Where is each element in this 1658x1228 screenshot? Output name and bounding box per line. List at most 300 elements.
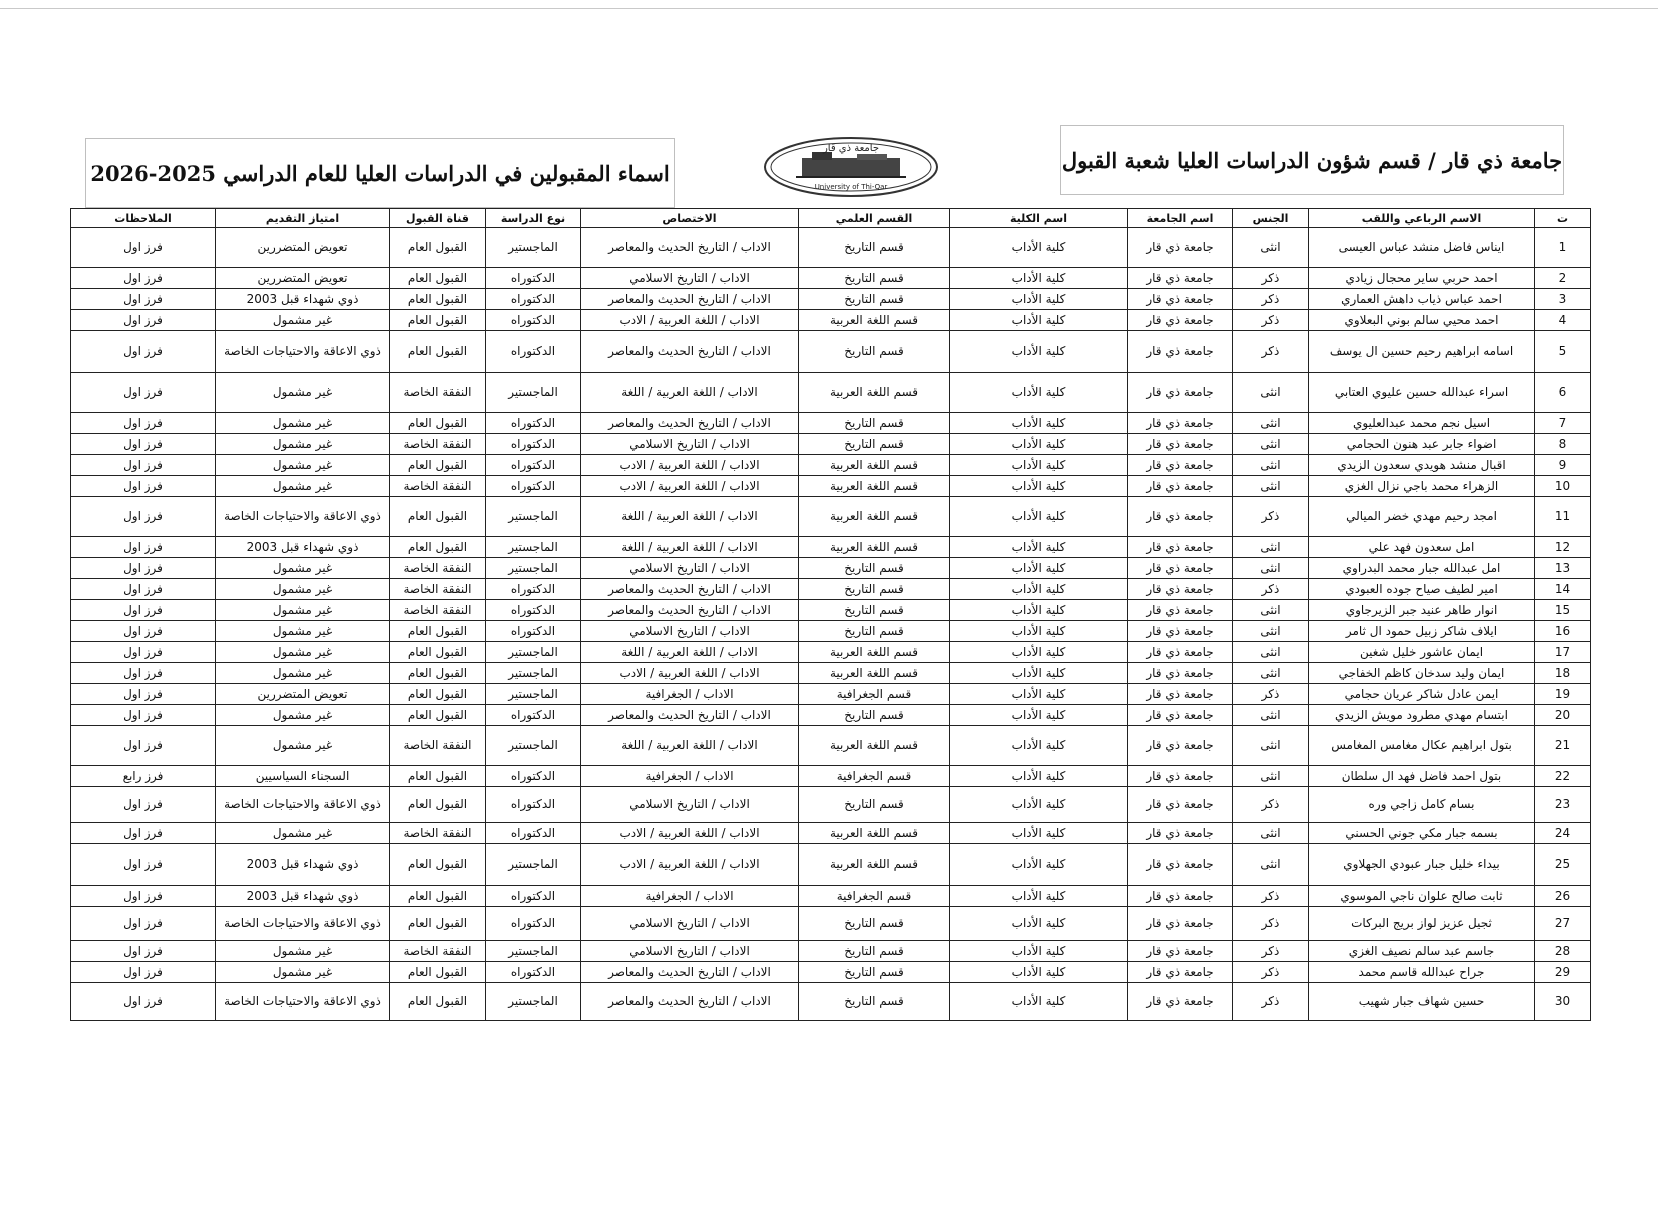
cell-advantage: ذوي الاعاقة والاحتياجات الخاصة: [216, 983, 390, 1021]
cell-specialization: الاداب / التاريخ الحديث والمعاصر: [581, 413, 799, 434]
header-department: القسم العلمي: [799, 209, 950, 228]
cell-note: فرز اول: [71, 642, 216, 663]
cell-gender: ذكر: [1233, 684, 1309, 705]
cell-name: الزهراء محمد باجي نزال الغزي: [1309, 476, 1535, 497]
cell-department: قسم اللغة العربية: [799, 476, 950, 497]
table-header-row: [71, 209, 1591, 228]
cell-gender: ذكر: [1233, 962, 1309, 983]
cell-department: قسم التاريخ: [799, 579, 950, 600]
cell-university: جامعة ذي قار: [1128, 983, 1233, 1021]
cell-index: 25: [1535, 844, 1591, 886]
cell-channel: النفقة الخاصة: [390, 558, 486, 579]
cell-university: جامعة ذي قار: [1128, 642, 1233, 663]
cell-advantage: تعويض المتضررين: [216, 684, 390, 705]
cell-index: 23: [1535, 787, 1591, 823]
cell-index: 16: [1535, 621, 1591, 642]
cell-advantage: غير مشمول: [216, 823, 390, 844]
cell-department: قسم التاريخ: [799, 983, 950, 1021]
cell-department: قسم التاريخ: [799, 268, 950, 289]
table-row: [71, 310, 1591, 331]
header-specialization: الاختصاص: [581, 209, 799, 228]
cell-gender: انثى: [1233, 413, 1309, 434]
cell-university: جامعة ذي قار: [1128, 663, 1233, 684]
cell-index: 15: [1535, 600, 1591, 621]
cell-department: قسم اللغة العربية: [799, 310, 950, 331]
cell-advantage: ذوي شهداء قبل 2003: [216, 844, 390, 886]
cell-department: قسم التاريخ: [799, 558, 950, 579]
cell-university: جامعة ذي قار: [1128, 537, 1233, 558]
table-row: [71, 537, 1591, 558]
cell-study-type: الدكتوراه: [486, 766, 581, 787]
cell-specialization: الاداب / التاريخ الحديث والمعاصر: [581, 962, 799, 983]
cell-university: جامعة ذي قار: [1128, 766, 1233, 787]
cell-advantage: غير مشمول: [216, 476, 390, 497]
university-department-title: [1060, 125, 1564, 195]
cell-college: كلية الأداب: [950, 373, 1128, 413]
cell-gender: ذكر: [1233, 941, 1309, 962]
header-study-type: نوع الدراسة: [486, 209, 581, 228]
cell-gender: ذكر: [1233, 331, 1309, 373]
cell-name: ثابت صالح علوان ناجي الموسوي: [1309, 886, 1535, 907]
cell-college: كلية الأداب: [950, 684, 1128, 705]
cell-name: بيداء خليل جبار عبودي الجهلاوي: [1309, 844, 1535, 886]
cell-gender: انثى: [1233, 621, 1309, 642]
table-row: [71, 907, 1591, 941]
cell-index: 2: [1535, 268, 1591, 289]
table-row: [71, 844, 1591, 886]
cell-gender: انثى: [1233, 844, 1309, 886]
cell-university: جامعة ذي قار: [1128, 705, 1233, 726]
cell-channel: القبول العام: [390, 455, 486, 476]
table-row: [71, 642, 1591, 663]
cell-college: كلية الأداب: [950, 579, 1128, 600]
cell-study-type: الدكتوراه: [486, 434, 581, 455]
cell-department: قسم التاريخ: [799, 289, 950, 310]
cell-name: حسين شهاف جبار شهيب: [1309, 983, 1535, 1021]
table-row: [71, 228, 1591, 268]
cell-study-type: الدكتوراه: [486, 455, 581, 476]
cell-college: كلية الأداب: [950, 726, 1128, 766]
cell-index: 18: [1535, 663, 1591, 684]
cell-note: فرز اول: [71, 844, 216, 886]
cell-name: انوار طاهر عنيد جبر الزيرجاوي: [1309, 600, 1535, 621]
cell-gender: ذكر: [1233, 289, 1309, 310]
header-index: ت: [1535, 209, 1591, 228]
cell-department: قسم التاريخ: [799, 331, 950, 373]
cell-college: كلية الأداب: [950, 497, 1128, 537]
cell-specialization: الاداب / اللغة العربية / اللغة: [581, 642, 799, 663]
cell-note: فرز اول: [71, 962, 216, 983]
cell-name: ابتسام مهدي مطرود مويش الزيدي: [1309, 705, 1535, 726]
cell-index: 6: [1535, 373, 1591, 413]
cell-channel: القبول العام: [390, 907, 486, 941]
cell-name: ايمن عادل شاكر عريان حجامي: [1309, 684, 1535, 705]
cell-specialization: الاداب / اللغة العربية / الادب: [581, 844, 799, 886]
cell-college: كلية الأداب: [950, 331, 1128, 373]
cell-index: 22: [1535, 766, 1591, 787]
cell-study-type: الدكتوراه: [486, 413, 581, 434]
cell-name: اسيل نجم محمد عبدالعليوي: [1309, 413, 1535, 434]
cell-college: كلية الأداب: [950, 455, 1128, 476]
cell-department: قسم اللغة العربية: [799, 497, 950, 537]
cell-department: قسم التاريخ: [799, 907, 950, 941]
cell-university: جامعة ذي قار: [1128, 289, 1233, 310]
cell-name: ايلاف شاكر زبيل حمود ال ثامر: [1309, 621, 1535, 642]
cell-specialization: الاداب / التاريخ الحديث والمعاصر: [581, 705, 799, 726]
cell-college: كلية الأداب: [950, 823, 1128, 844]
cell-advantage: غير مشمول: [216, 962, 390, 983]
cell-index: 26: [1535, 886, 1591, 907]
table-row: [71, 289, 1591, 310]
cell-index: 12: [1535, 537, 1591, 558]
cell-note: فرز اول: [71, 434, 216, 455]
cell-department: قسم اللغة العربية: [799, 726, 950, 766]
cell-specialization: الاداب / التاريخ الاسلامي: [581, 621, 799, 642]
table-row: [71, 823, 1591, 844]
cell-note: فرز اول: [71, 663, 216, 684]
cell-college: كلية الأداب: [950, 962, 1128, 983]
cell-college: كلية الأداب: [950, 476, 1128, 497]
cell-name: بسام كامل زاجي وره: [1309, 787, 1535, 823]
cell-name: امل عبدالله جبار محمد البدراوي: [1309, 558, 1535, 579]
cell-study-type: الدكتوراه: [486, 962, 581, 983]
cell-specialization: الاداب / اللغة العربية / اللغة: [581, 373, 799, 413]
cell-college: كلية الأداب: [950, 886, 1128, 907]
university-department-title-text: جامعة ذي قار / قسم شؤون الدراسات العليا شعبة القبول: [1061, 147, 1563, 173]
cell-note: فرز اول: [71, 886, 216, 907]
cell-note: فرز اول: [71, 373, 216, 413]
cell-name: جراح عبدالله قاسم محمد: [1309, 962, 1535, 983]
cell-department: قسم التاريخ: [799, 621, 950, 642]
cell-gender: انثى: [1233, 434, 1309, 455]
cell-name: ايمان وليد سدخان كاظم الخفاجي: [1309, 663, 1535, 684]
cell-channel: النفقة الخاصة: [390, 726, 486, 766]
table-row: [71, 684, 1591, 705]
cell-index: 24: [1535, 823, 1591, 844]
cell-channel: القبول العام: [390, 766, 486, 787]
cell-department: قسم اللغة العربية: [799, 373, 950, 413]
cell-study-type: الدكتوراه: [486, 886, 581, 907]
cell-university: جامعة ذي قار: [1128, 310, 1233, 331]
cell-note: فرز اول: [71, 268, 216, 289]
admissions-table: [70, 208, 1591, 1021]
cell-specialization: الاداب / التاريخ الحديث والمعاصر: [581, 579, 799, 600]
cell-name: امير لطيف صياح جوده العبودي: [1309, 579, 1535, 600]
cell-gender: انثى: [1233, 537, 1309, 558]
cell-name: اقبال منشد هويدي سعدون الزيدي: [1309, 455, 1535, 476]
cell-specialization: الاداب / اللغة العربية / اللغة: [581, 537, 799, 558]
cell-note: فرز اول: [71, 476, 216, 497]
cell-name: اسامه ابراهيم رحيم حسين ال يوسف: [1309, 331, 1535, 373]
cell-index: 4: [1535, 310, 1591, 331]
cell-note: فرز اول: [71, 983, 216, 1021]
cell-note: فرز اول: [71, 621, 216, 642]
table-row: [71, 941, 1591, 962]
cell-university: جامعة ذي قار: [1128, 823, 1233, 844]
cell-advantage: ذوي الاعاقة والاحتياجات الخاصة: [216, 907, 390, 941]
cell-index: 13: [1535, 558, 1591, 579]
cell-college: كلية الأداب: [950, 983, 1128, 1021]
cell-gender: انثى: [1233, 705, 1309, 726]
cell-college: كلية الأداب: [950, 228, 1128, 268]
header-notes: الملاحظات: [71, 209, 216, 228]
cell-department: قسم التاريخ: [799, 941, 950, 962]
cell-university: جامعة ذي قار: [1128, 844, 1233, 886]
header-channel: قناة القبول: [390, 209, 486, 228]
cell-department: قسم التاريخ: [799, 434, 950, 455]
cell-specialization: الاداب / التاريخ الاسلامي: [581, 941, 799, 962]
cell-college: كلية الأداب: [950, 705, 1128, 726]
table-row: [71, 726, 1591, 766]
cell-advantage: ذوي شهداء قبل 2003: [216, 289, 390, 310]
cell-name: ايمان عاشور خليل شغين: [1309, 642, 1535, 663]
cell-university: جامعة ذي قار: [1128, 373, 1233, 413]
cell-department: قسم التاريخ: [799, 787, 950, 823]
cell-index: 27: [1535, 907, 1591, 941]
cell-specialization: الاداب / التاريخ الحديث والمعاصر: [581, 600, 799, 621]
cell-channel: النفقة الخاصة: [390, 373, 486, 413]
cell-advantage: غير مشمول: [216, 373, 390, 413]
cell-specialization: الاداب / التاريخ الاسلامي: [581, 434, 799, 455]
table-row: [71, 962, 1591, 983]
cell-index: 14: [1535, 579, 1591, 600]
admission-list-title: [85, 138, 675, 208]
cell-channel: القبول العام: [390, 331, 486, 373]
cell-note: فرز اول: [71, 684, 216, 705]
cell-advantage: غير مشمول: [216, 642, 390, 663]
cell-index: 8: [1535, 434, 1591, 455]
cell-channel: القبول العام: [390, 663, 486, 684]
header-gender: الجنس: [1233, 209, 1309, 228]
cell-note: فرز اول: [71, 455, 216, 476]
cell-university: جامعة ذي قار: [1128, 455, 1233, 476]
table-row: [71, 579, 1591, 600]
cell-university: جامعة ذي قار: [1128, 941, 1233, 962]
cell-department: قسم التاريخ: [799, 413, 950, 434]
cell-department: قسم اللغة العربية: [799, 823, 950, 844]
table-row: [71, 434, 1591, 455]
cell-channel: النفقة الخاصة: [390, 600, 486, 621]
cell-gender: انثى: [1233, 558, 1309, 579]
cell-gender: ذكر: [1233, 310, 1309, 331]
cell-department: قسم اللغة العربية: [799, 844, 950, 886]
cell-channel: القبول العام: [390, 268, 486, 289]
cell-advantage: غير مشمول: [216, 455, 390, 476]
cell-specialization: الاداب / اللغة العربية / الادب: [581, 823, 799, 844]
cell-advantage: غير مشمول: [216, 310, 390, 331]
cell-channel: القبول العام: [390, 289, 486, 310]
cell-specialization: الاداب / التاريخ الاسلامي: [581, 558, 799, 579]
cell-university: جامعة ذي قار: [1128, 886, 1233, 907]
cell-index: 19: [1535, 684, 1591, 705]
cell-department: قسم التاريخ: [799, 705, 950, 726]
cell-department: قسم اللغة العربية: [799, 455, 950, 476]
cell-gender: انثى: [1233, 766, 1309, 787]
cell-university: جامعة ذي قار: [1128, 726, 1233, 766]
cell-note: فرز اول: [71, 787, 216, 823]
cell-name: احمد حربي ساير محجال زيادي: [1309, 268, 1535, 289]
cell-college: كلية الأداب: [950, 844, 1128, 886]
cell-channel: القبول العام: [390, 983, 486, 1021]
cell-study-type: الماجستير: [486, 684, 581, 705]
cell-advantage: غير مشمول: [216, 558, 390, 579]
cell-study-type: الماجستير: [486, 642, 581, 663]
cell-college: كلية الأداب: [950, 558, 1128, 579]
logo-arabic-text: جامعة ذي قار: [822, 143, 880, 154]
cell-note: فرز رابع: [71, 766, 216, 787]
table-row: [71, 886, 1591, 907]
cell-college: كلية الأداب: [950, 621, 1128, 642]
cell-gender: ذكر: [1233, 907, 1309, 941]
cell-channel: القبول العام: [390, 684, 486, 705]
cell-university: جامعة ذي قار: [1128, 497, 1233, 537]
table-row: [71, 600, 1591, 621]
cell-study-type: الدكتوراه: [486, 907, 581, 941]
cell-study-type: الماجستير: [486, 558, 581, 579]
cell-study-type: الماجستير: [486, 228, 581, 268]
cell-gender: انثى: [1233, 642, 1309, 663]
cell-advantage: ذوي الاعاقة والاحتياجات الخاصة: [216, 331, 390, 373]
cell-advantage: تعويض المتضررين: [216, 228, 390, 268]
cell-gender: ذكر: [1233, 886, 1309, 907]
cell-gender: ذكر: [1233, 787, 1309, 823]
cell-college: كلية الأداب: [950, 268, 1128, 289]
cell-college: كلية الأداب: [950, 289, 1128, 310]
cell-college: كلية الأداب: [950, 941, 1128, 962]
cell-study-type: الماجستير: [486, 497, 581, 537]
cell-advantage: ذوي شهداء قبل 2003: [216, 537, 390, 558]
table-row: [71, 787, 1591, 823]
cell-advantage: ذوي الاعاقة والاحتياجات الخاصة: [216, 497, 390, 537]
cell-note: فرز اول: [71, 907, 216, 941]
cell-channel: القبول العام: [390, 844, 486, 886]
cell-index: 3: [1535, 289, 1591, 310]
cell-university: جامعة ذي قار: [1128, 434, 1233, 455]
cell-study-type: الماجستير: [486, 373, 581, 413]
cell-specialization: الاداب / التاريخ الاسلامي: [581, 268, 799, 289]
cell-gender: ذكر: [1233, 497, 1309, 537]
cell-gender: ذكر: [1233, 579, 1309, 600]
cell-gender: ذكر: [1233, 268, 1309, 289]
cell-note: فرز اول: [71, 310, 216, 331]
cell-gender: انثى: [1233, 455, 1309, 476]
cell-specialization: الاداب / اللغة العربية / الادب: [581, 476, 799, 497]
cell-advantage: غير مشمول: [216, 579, 390, 600]
cell-college: كلية الأداب: [950, 642, 1128, 663]
cell-study-type: الدكتوراه: [486, 268, 581, 289]
table-row: [71, 663, 1591, 684]
cell-study-type: الدكتوراه: [486, 331, 581, 373]
cell-specialization: الاداب / التاريخ الحديث والمعاصر: [581, 983, 799, 1021]
cell-gender: انثى: [1233, 373, 1309, 413]
cell-note: فرز اول: [71, 726, 216, 766]
cell-specialization: الاداب / التاريخ الاسلامي: [581, 787, 799, 823]
cell-specialization: الاداب / التاريخ الحديث والمعاصر: [581, 228, 799, 268]
cell-department: قسم اللغة العربية: [799, 537, 950, 558]
cell-channel: القبول العام: [390, 705, 486, 726]
cell-university: جامعة ذي قار: [1128, 962, 1233, 983]
cell-college: كلية الأداب: [950, 787, 1128, 823]
header-name: الاسم الرباعي واللقب: [1309, 209, 1535, 228]
cell-department: قسم التاريخ: [799, 228, 950, 268]
cell-study-type: الدكتوراه: [486, 476, 581, 497]
cell-university: جامعة ذي قار: [1128, 621, 1233, 642]
cell-index: 20: [1535, 705, 1591, 726]
cell-note: فرز اول: [71, 228, 216, 268]
cell-advantage: غير مشمول: [216, 621, 390, 642]
cell-note: فرز اول: [71, 941, 216, 962]
cell-name: امجد رحيم مهدي خضر الميالي: [1309, 497, 1535, 537]
cell-university: جامعة ذي قار: [1128, 684, 1233, 705]
cell-index: 30: [1535, 983, 1591, 1021]
cell-specialization: الاداب / التاريخ الاسلامي: [581, 907, 799, 941]
cell-name: بتول احمد فاضل فهد ال سلطان: [1309, 766, 1535, 787]
cell-specialization: الاداب / اللغة العربية / اللغة: [581, 726, 799, 766]
cell-index: 21: [1535, 726, 1591, 766]
cell-index: 5: [1535, 331, 1591, 373]
cell-note: فرز اول: [71, 558, 216, 579]
cell-advantage: غير مشمول: [216, 941, 390, 962]
university-logo: [762, 136, 940, 198]
cell-specialization: الاداب / الجغرافية: [581, 766, 799, 787]
cell-channel: النفقة الخاصة: [390, 434, 486, 455]
top-divider: [0, 8, 1658, 9]
cell-channel: القبول العام: [390, 537, 486, 558]
cell-specialization: الاداب / اللغة العربية / اللغة: [581, 497, 799, 537]
cell-department: قسم الجغرافية: [799, 886, 950, 907]
cell-index: 17: [1535, 642, 1591, 663]
cell-note: فرز اول: [71, 600, 216, 621]
cell-specialization: الاداب / الجغرافية: [581, 886, 799, 907]
cell-specialization: الاداب / اللغة العربية / الادب: [581, 310, 799, 331]
cell-specialization: الاداب / اللغة العربية / الادب: [581, 663, 799, 684]
cell-channel: النفقة الخاصة: [390, 579, 486, 600]
table-row: [71, 331, 1591, 373]
cell-department: قسم اللغة العربية: [799, 663, 950, 684]
table-row: [71, 455, 1591, 476]
cell-channel: القبول العام: [390, 642, 486, 663]
cell-study-type: الدكتوراه: [486, 289, 581, 310]
table-row: [71, 268, 1591, 289]
cell-specialization: الاداب / اللغة العربية / الادب: [581, 455, 799, 476]
cell-study-type: الماجستير: [486, 726, 581, 766]
cell-channel: القبول العام: [390, 310, 486, 331]
cell-advantage: غير مشمول: [216, 413, 390, 434]
cell-advantage: ذوي الاعاقة والاحتياجات الخاصة: [216, 787, 390, 823]
cell-index: 29: [1535, 962, 1591, 983]
cell-university: جامعة ذي قار: [1128, 228, 1233, 268]
cell-note: فرز اول: [71, 537, 216, 558]
cell-note: فرز اول: [71, 579, 216, 600]
cell-index: 10: [1535, 476, 1591, 497]
header-advantage: امتياز التقديم: [216, 209, 390, 228]
cell-advantage: تعويض المتضررين: [216, 268, 390, 289]
cell-note: فرز اول: [71, 331, 216, 373]
cell-college: كلية الأداب: [950, 310, 1128, 331]
cell-college: كلية الأداب: [950, 766, 1128, 787]
cell-specialization: الاداب / التاريخ الحديث والمعاصر: [581, 289, 799, 310]
cell-study-type: الماجستير: [486, 941, 581, 962]
cell-advantage: غير مشمول: [216, 434, 390, 455]
cell-gender: انثى: [1233, 663, 1309, 684]
cell-channel: القبول العام: [390, 413, 486, 434]
cell-channel: القبول العام: [390, 228, 486, 268]
cell-index: 7: [1535, 413, 1591, 434]
cell-advantage: غير مشمول: [216, 726, 390, 766]
cell-name: امل سعدون فهد علي: [1309, 537, 1535, 558]
cell-university: جامعة ذي قار: [1128, 331, 1233, 373]
cell-college: كلية الأداب: [950, 663, 1128, 684]
